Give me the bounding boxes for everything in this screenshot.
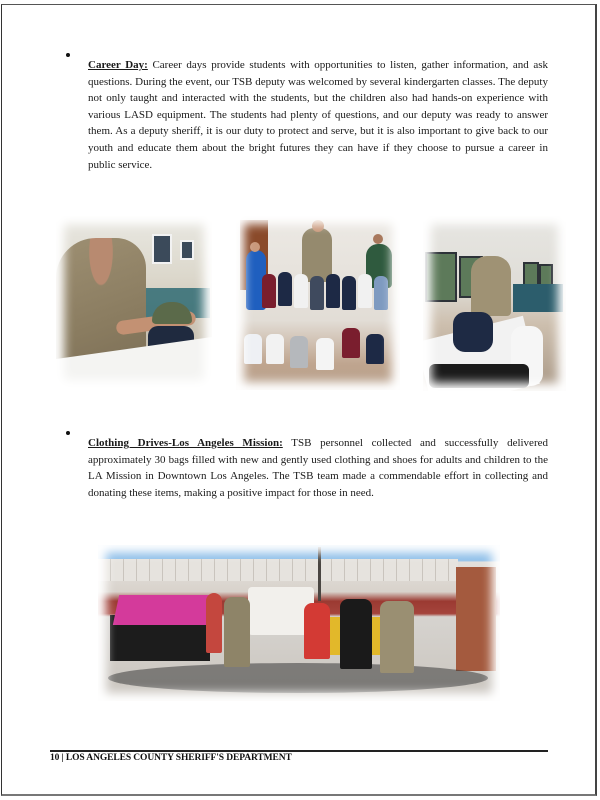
clothing-drive-photo	[98, 545, 500, 701]
career-day-section	[66, 46, 548, 184]
career-day-photo-equipment	[423, 216, 566, 391]
clothing-drive-heading: Clothing Drives-Los Angeles Mission:	[88, 437, 283, 449]
career-day-heading: Career Day:	[88, 59, 148, 71]
clothing-drive-section	[66, 424, 548, 512]
career-day-text: Career days provide students with opportunities to listen, gather information, and ask questions. During the event, our TSB deputy was welcomed by several kindergarten classes. The deputy not only taught and interacted with the students, but the children also had hands-on experience with various LASD equipment. The students had plenty of questions, and our deputy was ready to answer them. As a deputy sheriff, it is our duty to protect and serve, but it is also important to give back to our youth and educate them about the bright futures they can have if they choose to pursue a career in public service.	[88, 59, 549, 171]
clothing-drive-text: TSB personnel collected and successfully delivered approximately 30 bags filled with new and gently used clothing and shoes for adults and children to the LA Mission in Downtown Los Angeles. The TSB team made a commendable effort in collecting and donating these items, making a positive impact for those in need.	[88, 437, 548, 499]
clothing-drive-paragraph	[88, 435, 548, 501]
career-day-paragraph	[88, 57, 548, 173]
footer-rule	[50, 750, 548, 752]
bullet-icon	[66, 431, 70, 435]
page-footer: 10 | LOS ANGELES COUNTY SHERIFF'S DEPARTMENT	[50, 753, 292, 763]
career-day-photo-group	[236, 216, 400, 390]
career-day-photo-deputy-helmet	[56, 216, 212, 388]
bullet-icon	[66, 53, 70, 57]
